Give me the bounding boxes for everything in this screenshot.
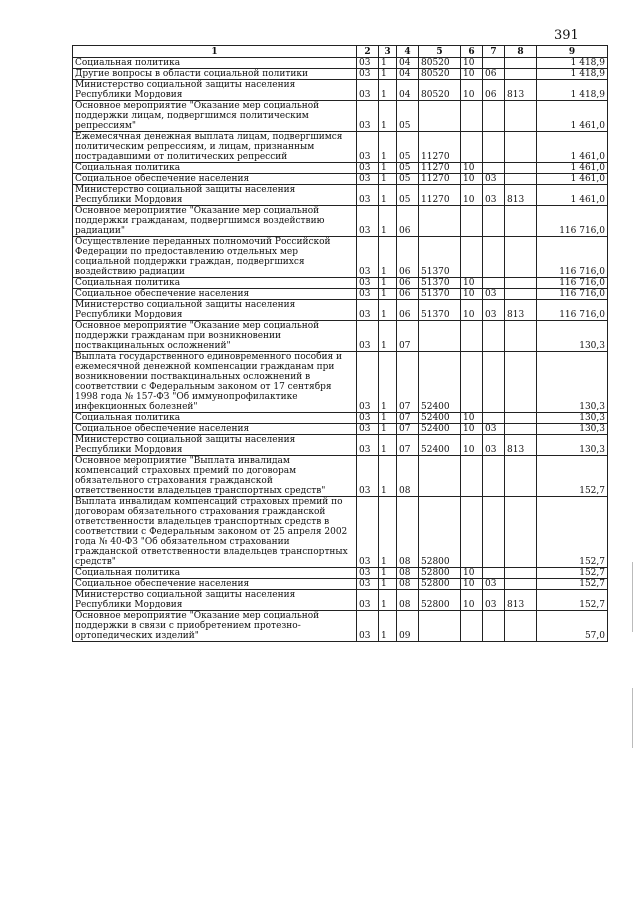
code-7 <box>483 163 505 174</box>
code-4: 09 <box>397 611 419 642</box>
code-7 <box>483 321 505 352</box>
code-5: 11270 <box>419 185 461 206</box>
code-4: 07 <box>397 321 419 352</box>
code-3: 1 <box>379 185 397 206</box>
code-6 <box>461 237 483 278</box>
row-amount: 116 716,0 <box>537 278 608 289</box>
table-row <box>73 132 608 163</box>
code-7: 03 <box>483 174 505 185</box>
column-header-7: 7 <box>483 46 505 58</box>
code-8: 813 <box>505 590 537 611</box>
row-amount: 116 716,0 <box>537 300 608 321</box>
code-3: 1 <box>379 80 397 101</box>
code-6: 10 <box>461 300 483 321</box>
code-8 <box>505 174 537 185</box>
code-5: 11270 <box>419 132 461 163</box>
code-7 <box>483 58 505 69</box>
column-header-2: 2 <box>357 46 379 58</box>
row-amount: 130,3 <box>537 413 608 424</box>
code-7: 03 <box>483 300 505 321</box>
row-amount: 116 716,0 <box>537 289 608 300</box>
code-3: 1 <box>379 456 397 497</box>
code-7: 06 <box>483 80 505 101</box>
row-name: Социальная политика <box>73 58 357 69</box>
code-8: 813 <box>505 435 537 456</box>
code-8 <box>505 237 537 278</box>
row-name: Социальное обеспечение населения <box>73 424 357 435</box>
code-2: 03 <box>357 321 379 352</box>
code-6 <box>461 101 483 132</box>
code-6: 10 <box>461 163 483 174</box>
code-8 <box>505 413 537 424</box>
code-6: 10 <box>461 58 483 69</box>
row-amount: 130,3 <box>537 435 608 456</box>
row-amount: 130,3 <box>537 352 608 413</box>
table-row <box>73 413 608 424</box>
table-row <box>73 579 608 590</box>
row-amount: 1 418,9 <box>537 69 608 80</box>
row-name: Министерство социальной защиты населения Республики Мордовия <box>73 435 357 456</box>
row-name: Министерство социальной защиты населения Республики Мордовия <box>73 300 357 321</box>
code-4: 08 <box>397 497 419 568</box>
code-4: 06 <box>397 289 419 300</box>
column-header-8: 8 <box>505 46 537 58</box>
row-name: Основное мероприятие "Оказание мер социальной поддержки гражданам при возникновении поствакцинальных осложнений" <box>73 321 357 352</box>
table-row <box>73 206 608 237</box>
row-amount: 152,7 <box>537 497 608 568</box>
row-name: Министерство социальной защиты населения Республики Мордовия <box>73 590 357 611</box>
code-8 <box>505 206 537 237</box>
row-amount: 1 418,9 <box>537 80 608 101</box>
column-header-5: 5 <box>419 46 461 58</box>
code-2: 03 <box>357 132 379 163</box>
code-3: 1 <box>379 300 397 321</box>
code-3: 1 <box>379 579 397 590</box>
code-4: 06 <box>397 300 419 321</box>
code-3: 1 <box>379 58 397 69</box>
row-amount: 1 461,0 <box>537 185 608 206</box>
code-8 <box>505 579 537 590</box>
code-2: 03 <box>357 58 379 69</box>
code-8: 813 <box>505 300 537 321</box>
row-amount: 130,3 <box>537 424 608 435</box>
table-row <box>73 278 608 289</box>
code-5: 52400 <box>419 435 461 456</box>
row-name: Социальная политика <box>73 568 357 579</box>
code-5 <box>419 101 461 132</box>
code-2: 03 <box>357 456 379 497</box>
code-2: 03 <box>357 611 379 642</box>
code-8 <box>505 497 537 568</box>
code-4: 05 <box>397 101 419 132</box>
code-5: 51370 <box>419 289 461 300</box>
row-amount: 1 461,0 <box>537 101 608 132</box>
code-5: 52800 <box>419 590 461 611</box>
table-row <box>73 174 608 185</box>
code-8 <box>505 69 537 80</box>
row-name: Основное мероприятие "Оказание мер социальной поддержки лицам, подвергшимся политическим репрессиям" <box>73 101 357 132</box>
code-8 <box>505 278 537 289</box>
row-amount: 116 716,0 <box>537 206 608 237</box>
code-5: 52800 <box>419 579 461 590</box>
code-8: 813 <box>505 80 537 101</box>
column-header-3: 3 <box>379 46 397 58</box>
code-2: 03 <box>357 568 379 579</box>
code-5 <box>419 206 461 237</box>
code-4: 07 <box>397 352 419 413</box>
code-3: 1 <box>379 413 397 424</box>
code-5: 52400 <box>419 352 461 413</box>
code-4: 06 <box>397 237 419 278</box>
code-4: 04 <box>397 69 419 80</box>
code-8 <box>505 289 537 300</box>
code-6 <box>461 321 483 352</box>
code-5 <box>419 456 461 497</box>
row-amount: 152,7 <box>537 579 608 590</box>
code-2: 03 <box>357 435 379 456</box>
row-amount: 152,7 <box>537 456 608 497</box>
row-amount: 152,7 <box>537 590 608 611</box>
table-row <box>73 185 608 206</box>
row-name: Основное мероприятие "Выплата инвалидам компенсаций страховых премий по договорам обязательного страхования гражданской ответственности владельцев транспортных средств" <box>73 456 357 497</box>
code-8 <box>505 352 537 413</box>
code-6: 10 <box>461 579 483 590</box>
code-8 <box>505 321 537 352</box>
table-row <box>73 300 608 321</box>
code-5 <box>419 611 461 642</box>
code-6: 10 <box>461 424 483 435</box>
code-8: 813 <box>505 185 537 206</box>
code-7 <box>483 611 505 642</box>
code-6: 10 <box>461 185 483 206</box>
scan-edge-mark <box>632 688 633 748</box>
code-7 <box>483 413 505 424</box>
code-4: 04 <box>397 80 419 101</box>
column-header-1: 1 <box>73 46 357 58</box>
code-3: 1 <box>379 611 397 642</box>
code-7 <box>483 456 505 497</box>
code-2: 03 <box>357 289 379 300</box>
code-2: 03 <box>357 69 379 80</box>
code-4: 08 <box>397 590 419 611</box>
row-name: Социальная политика <box>73 163 357 174</box>
code-6: 10 <box>461 435 483 456</box>
code-3: 1 <box>379 590 397 611</box>
row-name: Осуществление переданных полномочий Российской Федерации по предоставлению отдельных мер социальной поддержки граждан, подвергшихся воздействию радиации <box>73 237 357 278</box>
code-4: 08 <box>397 579 419 590</box>
code-5: 51370 <box>419 300 461 321</box>
row-amount: 116 716,0 <box>537 237 608 278</box>
code-8 <box>505 132 537 163</box>
code-5: 80520 <box>419 69 461 80</box>
table-row <box>73 435 608 456</box>
code-3: 1 <box>379 568 397 579</box>
column-header-4: 4 <box>397 46 419 58</box>
table-row <box>73 590 608 611</box>
table-row <box>73 456 608 497</box>
code-3: 1 <box>379 278 397 289</box>
header-row <box>73 46 608 58</box>
row-amount: 1 418,9 <box>537 58 608 69</box>
code-5: 52400 <box>419 413 461 424</box>
code-7: 03 <box>483 424 505 435</box>
code-2: 03 <box>357 300 379 321</box>
code-5: 80520 <box>419 80 461 101</box>
code-8 <box>505 101 537 132</box>
code-3: 1 <box>379 497 397 568</box>
code-7 <box>483 278 505 289</box>
table-row <box>73 321 608 352</box>
code-3: 1 <box>379 101 397 132</box>
code-6: 10 <box>461 289 483 300</box>
table-row <box>73 58 608 69</box>
row-name: Выплата государственного единовременного пособия и ежемесячной денежной компенсации гражданам при возникновении поствакцинальных осложнений в соответствии с Федеральным законом от 17 сентября 1998 года № 157-ФЗ "Об иммунопрофилактике инфекционных болезней" <box>73 352 357 413</box>
code-7 <box>483 206 505 237</box>
code-2: 03 <box>357 590 379 611</box>
code-5: 11270 <box>419 174 461 185</box>
row-name: Социальное обеспечение населения <box>73 289 357 300</box>
budget-table <box>72 45 608 642</box>
code-6 <box>461 352 483 413</box>
page-number: 391 <box>554 28 579 43</box>
code-6: 10 <box>461 174 483 185</box>
code-7 <box>483 497 505 568</box>
code-3: 1 <box>379 174 397 185</box>
code-6 <box>461 611 483 642</box>
table-row <box>73 611 608 642</box>
code-6: 10 <box>461 590 483 611</box>
row-amount: 1 461,0 <box>537 132 608 163</box>
code-4: 07 <box>397 413 419 424</box>
code-5: 52800 <box>419 497 461 568</box>
code-3: 1 <box>379 206 397 237</box>
code-2: 03 <box>357 413 379 424</box>
code-2: 03 <box>357 278 379 289</box>
row-name: Ежемесячная денежная выплата лицам, подвергшимся политическим репрессиям, и лицам, признанным пострадавшими от политических репрессий <box>73 132 357 163</box>
row-name: Социальная политика <box>73 413 357 424</box>
row-amount: 57,0 <box>537 611 608 642</box>
code-6 <box>461 497 483 568</box>
code-3: 1 <box>379 69 397 80</box>
code-4: 05 <box>397 163 419 174</box>
code-6: 10 <box>461 278 483 289</box>
table-row <box>73 69 608 80</box>
row-name: Социальное обеспечение населения <box>73 579 357 590</box>
code-3: 1 <box>379 289 397 300</box>
code-4: 05 <box>397 185 419 206</box>
code-6 <box>461 132 483 163</box>
code-4: 04 <box>397 58 419 69</box>
table-header <box>73 46 608 58</box>
code-5: 11270 <box>419 163 461 174</box>
row-amount: 130,3 <box>537 321 608 352</box>
row-name: Министерство социальной защиты населения Республики Мордовия <box>73 80 357 101</box>
table-row <box>73 424 608 435</box>
code-2: 03 <box>357 206 379 237</box>
row-amount: 152,7 <box>537 568 608 579</box>
code-4: 07 <box>397 435 419 456</box>
code-8 <box>505 611 537 642</box>
code-3: 1 <box>379 163 397 174</box>
code-2: 03 <box>357 101 379 132</box>
code-3: 1 <box>379 352 397 413</box>
code-5 <box>419 321 461 352</box>
code-4: 07 <box>397 424 419 435</box>
row-name: Выплата инвалидам компенсаций страховых премий по договорам обязательного страхования гражданской ответственности владельцев транспортных средств в соответствии с Федеральным законом от 25 апреля 2002 года № 40-ФЗ "Об обязательном страховании гражданской ответственности владельцев транспортных средств" <box>73 497 357 568</box>
row-amount: 1 461,0 <box>537 163 608 174</box>
table-row <box>73 289 608 300</box>
code-2: 03 <box>357 174 379 185</box>
scan-edge-mark <box>632 562 633 632</box>
code-2: 03 <box>357 237 379 278</box>
code-7 <box>483 132 505 163</box>
code-5: 51370 <box>419 237 461 278</box>
table-row <box>73 80 608 101</box>
code-4: 06 <box>397 206 419 237</box>
column-header-6: 6 <box>461 46 483 58</box>
code-7: 03 <box>483 579 505 590</box>
code-6: 10 <box>461 413 483 424</box>
code-3: 1 <box>379 237 397 278</box>
code-6 <box>461 206 483 237</box>
table-row <box>73 497 608 568</box>
table-row <box>73 101 608 132</box>
row-name: Социальное обеспечение населения <box>73 174 357 185</box>
code-7 <box>483 568 505 579</box>
row-name: Министерство социальной защиты населения Республики Мордовия <box>73 185 357 206</box>
code-5: 51370 <box>419 278 461 289</box>
code-4: 08 <box>397 456 419 497</box>
code-6 <box>461 456 483 497</box>
code-5: 80520 <box>419 58 461 69</box>
code-2: 03 <box>357 163 379 174</box>
code-8 <box>505 424 537 435</box>
code-7 <box>483 237 505 278</box>
code-2: 03 <box>357 497 379 568</box>
code-8 <box>505 456 537 497</box>
code-6: 10 <box>461 80 483 101</box>
table-row <box>73 237 608 278</box>
code-8 <box>505 568 537 579</box>
code-5: 52800 <box>419 568 461 579</box>
table-row <box>73 568 608 579</box>
code-3: 1 <box>379 435 397 456</box>
code-8 <box>505 163 537 174</box>
row-name: Основное мероприятие "Оказание мер социальной поддержки в связи с приобретением протезно-ортопедических изделий" <box>73 611 357 642</box>
table-row <box>73 352 608 413</box>
row-amount: 1 461,0 <box>537 174 608 185</box>
code-7 <box>483 352 505 413</box>
table-row <box>73 163 608 174</box>
code-6: 10 <box>461 69 483 80</box>
code-6: 10 <box>461 568 483 579</box>
code-7: 03 <box>483 590 505 611</box>
code-7: 06 <box>483 69 505 80</box>
code-2: 03 <box>357 185 379 206</box>
code-2: 03 <box>357 579 379 590</box>
code-3: 1 <box>379 132 397 163</box>
code-7: 03 <box>483 435 505 456</box>
column-header-9: 9 <box>537 46 608 58</box>
code-7 <box>483 101 505 132</box>
code-4: 05 <box>397 132 419 163</box>
code-4: 06 <box>397 278 419 289</box>
code-4: 05 <box>397 174 419 185</box>
code-2: 03 <box>357 80 379 101</box>
code-3: 1 <box>379 424 397 435</box>
code-2: 03 <box>357 352 379 413</box>
code-2: 03 <box>357 424 379 435</box>
code-3: 1 <box>379 321 397 352</box>
code-7: 03 <box>483 289 505 300</box>
code-4: 08 <box>397 568 419 579</box>
row-name: Социальная политика <box>73 278 357 289</box>
row-name: Другие вопросы в области социальной политики <box>73 69 357 80</box>
row-name: Основное мероприятие "Оказание мер социальной поддержки гражданам, подвергшимся воздействию радиации" <box>73 206 357 237</box>
code-8 <box>505 58 537 69</box>
table-body <box>73 58 608 642</box>
code-5: 52400 <box>419 424 461 435</box>
code-7: 03 <box>483 185 505 206</box>
